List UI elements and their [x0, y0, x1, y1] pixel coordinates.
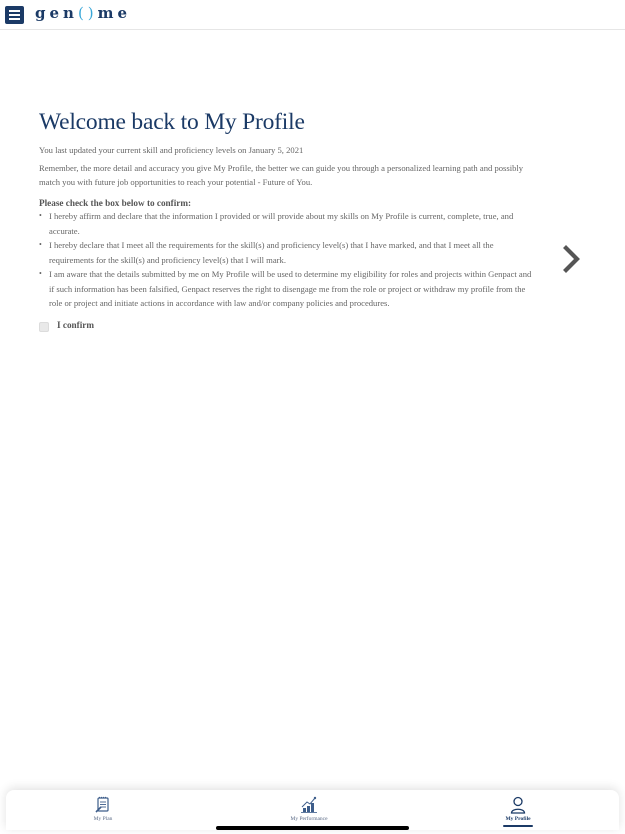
- active-tab-indicator: [503, 825, 533, 827]
- tab-label: My Plan: [93, 816, 113, 822]
- tab-my-performance[interactable]: [269, 790, 349, 830]
- bottom-tab-bar: [6, 790, 619, 830]
- next-button[interactable]: [560, 244, 584, 274]
- notepad-icon: [94, 796, 112, 814]
- growth-chart-icon: [300, 796, 318, 814]
- genome-logo: gen()me: [35, 4, 132, 22]
- declaration-item: • I hereby declare that I meet all the requirements for the skill(s) and proficiency level(s) that I have marked, and that I meet all the requirements for the skill(s) and proficiency level(s) that I will mark.: [39, 238, 534, 267]
- confirm-label[interactable]: I confirm: [57, 320, 94, 330]
- person-icon: [509, 796, 527, 814]
- reminder-text: Remember, the more detail and accuracy you give My Profile, the better we can guide you through a personalized learning path and possibly match you with future job opportunities to reach your potential - Future of You.: [39, 163, 524, 187]
- last-updated-text: You last updated your current skill and proficiency levels on January 5, 2021: [39, 145, 304, 155]
- profile-welcome-panel: [39, 108, 534, 332]
- confirm-heading: Please check the box below to confirm:: [39, 198, 192, 208]
- page-title: Welcome back to My Profile: [39, 109, 305, 135]
- tab-my-plan[interactable]: [63, 790, 143, 830]
- chevron-right-icon: [560, 244, 584, 274]
- tab-label: My Performance: [290, 816, 328, 822]
- declaration-item: • I am aware that the details submitted by me on My Profile will be used to determine my eligibility for roles and projects within Genpact and if such information has been falsified, Genpact reserves the right to disengage me from the role or project or withdraw my profile from the role or project and initiate actions in accordance with law and/or company policies and procedures.: [39, 267, 534, 311]
- tab-my-profile[interactable]: [478, 790, 558, 830]
- declaration-item: • I hereby affirm and declare that the information I provided or will provide about my skills on My Profile is current, complete, true, and accurate.: [39, 209, 534, 238]
- declaration-list: [39, 209, 534, 311]
- top-app-bar: [0, 0, 625, 30]
- home-indicator: [216, 826, 409, 830]
- hamburger-menu-button[interactable]: [5, 6, 24, 24]
- confirm-row: [39, 319, 534, 332]
- confirm-checkbox[interactable]: [39, 322, 49, 332]
- hamburger-icon: [9, 10, 20, 12]
- tab-label: My Profile: [505, 816, 531, 822]
